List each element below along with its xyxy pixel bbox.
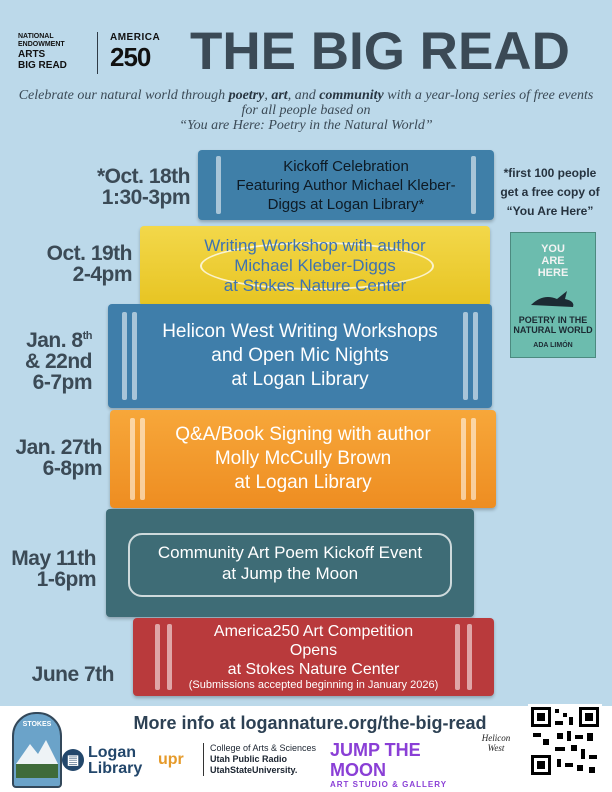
logan-library-logo [62, 745, 154, 779]
event-book-writing-workshop: Writing Workshop with author Michael Kleber-Diggs at Stokes Nature Center [140, 226, 490, 306]
event-date-4: Jan. 27th 6-8pm [15, 436, 102, 480]
intro-book-title: “You are Here: Poetry in the Natural World” [179, 118, 433, 133]
event-book-qa-signing: Q&A/Book Signing with author Molly McCully Brown at Logan Library [110, 410, 496, 508]
event-book-kickoff: Kickoff Celebration Featuring Author Michael Kleber- Diggs at Logan Library* [198, 150, 494, 220]
book-icon: ▤ [62, 749, 84, 771]
nea-logo-line: ENDOWMENT [18, 41, 65, 48]
stokes-label: STOKES [22, 721, 52, 728]
nea-logo-line: NATIONAL [18, 33, 54, 40]
intro-word-poetry: poetry [228, 88, 265, 103]
nea-logo-line: ARTS [18, 49, 46, 60]
america250-top: AMERICA [110, 32, 161, 43]
nea-logo-line: BIG READ [18, 60, 67, 71]
event-date-2: Oct. 19th 2-4pm [46, 242, 132, 286]
qr-code-icon [528, 704, 602, 778]
jump-the-moon-logo: JUMP THE MOON ART STUDIO & GALLERY [330, 740, 448, 789]
submission-note: (Submissions accepted beginning in January 2026) [188, 679, 439, 691]
mountain-icon [14, 714, 60, 786]
usu-logo: College of Arts & Sciences Utah Public Radio UtahStateUniversity. [203, 743, 330, 776]
page-title: THE BIG READ [190, 22, 570, 81]
intro-word-community: community [319, 88, 384, 103]
stokes-nature-center-logo [12, 712, 62, 788]
event-date-1: *Oct. 18th 1:30-3pm [96, 165, 190, 209]
header-divider [97, 32, 98, 74]
event-date-5: May 11th 1-6pm [11, 547, 96, 591]
upr-logo: upr [158, 751, 184, 768]
america250-number: 250 [110, 42, 151, 72]
intro-word-art: art [271, 88, 288, 103]
logan-word: Logan [88, 744, 136, 761]
america250-logo [110, 33, 180, 75]
event-date-6: June 7th [31, 663, 114, 686]
library-word: Library [88, 760, 143, 777]
event-date-3: Jan. 8th & 22nd 6-7pm [24, 329, 92, 394]
event-book-helicon-west: Helicon West Writing Workshops and Open Mic Nights at Logan Library [108, 304, 492, 408]
event-book-art-competition: America250 Art Competition Opens at Stokes Nature Center (Submissions accepted beginning in January 2026) [133, 618, 494, 696]
intro-text: Celebrate our natural world through poetry, art, and community with a year-long series of free events for all people based on “You are Here: Poetry in the Natural World” [18, 88, 594, 133]
helicon-west-logo: Helicon West [481, 733, 511, 753]
free-copy-note: *first 100 people get a free copy of “You Are Here” [500, 166, 600, 218]
qr-code[interactable] [528, 704, 602, 778]
event-book-art-poem: Community Art Poem Kickoff Event at Jump the Moon [106, 509, 474, 617]
hare-illustration-icon [523, 283, 583, 313]
book-cover-image: YOU ARE HERE POETRY IN THE NATURAL WORLD ADA LIMÓN [510, 232, 596, 358]
more-info-link[interactable]: More info at logannature.org/the-big-read [133, 713, 487, 733]
nea-big-read-logo [18, 33, 88, 73]
